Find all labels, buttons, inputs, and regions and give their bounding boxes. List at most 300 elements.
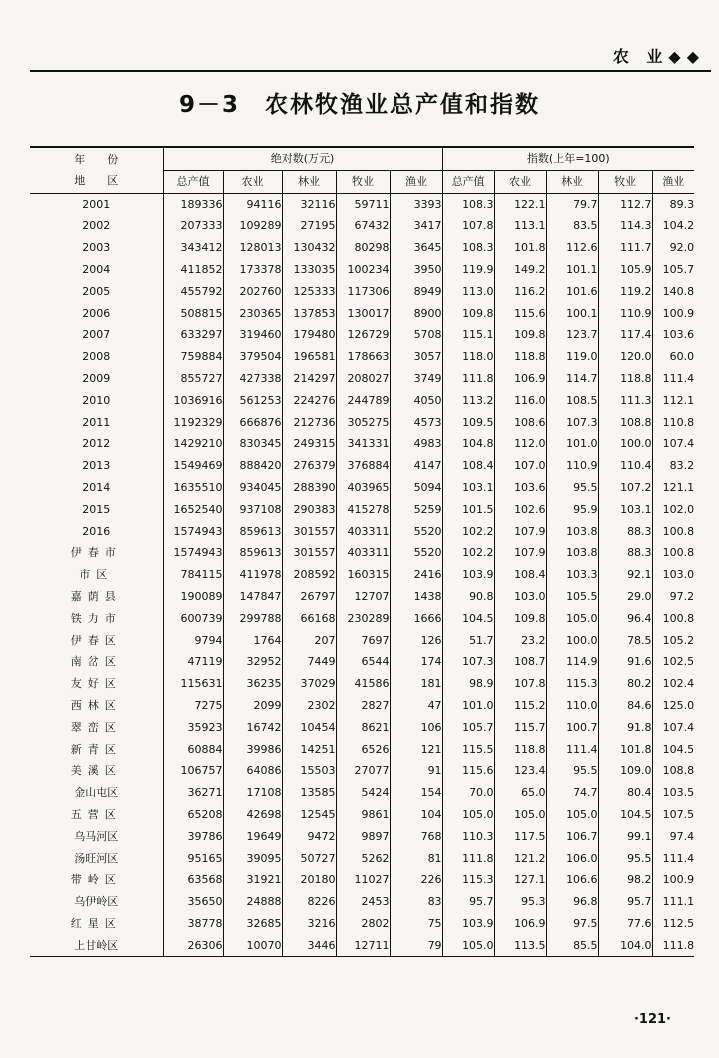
cell-idx-2: 103.8 — [546, 542, 598, 564]
cell-idx-4: 97.2 — [652, 586, 694, 608]
cell-idx-1: 123.4 — [494, 760, 546, 782]
cell-idx-2: 119.0 — [546, 346, 598, 368]
cell-abs-4: 5094 — [390, 477, 442, 499]
table-row — [30, 760, 694, 782]
cell-abs-3: 9861 — [336, 804, 390, 826]
cell-idx-3: 111.3 — [598, 390, 652, 412]
stub-head-year: 年 份 — [74, 152, 119, 166]
cell-idx-3: 103.1 — [598, 499, 652, 521]
cell-idx-0: 109.8 — [442, 303, 494, 325]
cell-abs-0: 36271 — [163, 782, 223, 804]
col-header-abs-0: 总产值 — [163, 170, 223, 193]
cell-idx-4: 100.9 — [652, 303, 694, 325]
cell-abs-1: 299788 — [223, 608, 282, 630]
cell-abs-1: 39095 — [223, 848, 282, 870]
cell-idx-1: 102.6 — [494, 499, 546, 521]
table-row — [30, 368, 694, 390]
cell-abs-4: 47 — [390, 695, 442, 717]
row-label: 乌伊岭区 — [74, 895, 119, 909]
cell-idx-3: 99.1 — [598, 826, 652, 848]
section-header: 农 业◆◆ — [612, 47, 705, 66]
cell-abs-2: 3446 — [282, 935, 336, 957]
cell-idx-4: 112.5 — [652, 913, 694, 935]
row-label: 铁力市 — [70, 611, 122, 625]
col-header-abs-1: 农业 — [223, 170, 282, 193]
cell-idx-4: 60.0 — [652, 346, 694, 368]
stub-head-region: 地 区 — [74, 174, 119, 188]
cell-abs-3: 376884 — [336, 455, 390, 477]
cell-idx-4: 107.5 — [652, 804, 694, 826]
cell-idx-2: 85.5 — [546, 935, 598, 957]
row-label: 2005 — [82, 284, 111, 298]
cell-idx-1: 103.0 — [494, 586, 546, 608]
cell-idx-0: 115.1 — [442, 324, 494, 346]
cell-abs-4: 4050 — [390, 390, 442, 412]
cell-idx-0: 111.8 — [442, 848, 494, 870]
cell-abs-2: 2302 — [282, 695, 336, 717]
cell-abs-2: 15503 — [282, 760, 336, 782]
table-row — [30, 477, 694, 499]
cell-idx-1: 149.2 — [494, 259, 546, 281]
cell-abs-4: 75 — [390, 913, 442, 935]
row-label: 伊春市 — [70, 546, 122, 560]
cell-abs-2: 133035 — [282, 259, 336, 281]
cell-idx-2: 105.5 — [546, 586, 598, 608]
cell-abs-3: 12711 — [336, 935, 390, 957]
cell-idx-4: 97.4 — [652, 826, 694, 848]
cell-abs-0: 207333 — [163, 215, 223, 237]
cell-abs-0: 411852 — [163, 259, 223, 281]
cell-abs-4: 1666 — [390, 608, 442, 630]
cell-abs-1: 32952 — [223, 651, 282, 673]
cell-idx-2: 83.5 — [546, 215, 598, 237]
cell-abs-2: 9472 — [282, 826, 336, 848]
row-label: 南岔区 — [70, 655, 122, 669]
cell-idx-0: 102.2 — [442, 521, 494, 543]
cell-idx-1: 101.8 — [494, 237, 546, 259]
cell-idx-2: 100.0 — [546, 630, 598, 652]
cell-idx-3: 78.5 — [598, 630, 652, 652]
cell-idx-1: 118.8 — [494, 346, 546, 368]
cell-abs-4: 121 — [390, 739, 442, 761]
row-label: 2004 — [82, 262, 111, 276]
cell-idx-3: 84.6 — [598, 695, 652, 717]
row-label: 2008 — [82, 350, 111, 364]
cell-idx-2: 79.7 — [546, 193, 598, 215]
cell-abs-0: 1652540 — [163, 499, 223, 521]
cell-idx-2: 95.9 — [546, 499, 598, 521]
cell-idx-3: 107.2 — [598, 477, 652, 499]
cell-abs-1: 859613 — [223, 521, 282, 543]
cell-idx-2: 106.7 — [546, 826, 598, 848]
cell-abs-2: 12545 — [282, 804, 336, 826]
cell-abs-3: 5262 — [336, 848, 390, 870]
cell-abs-4: 3950 — [390, 259, 442, 281]
cell-idx-3: 119.2 — [598, 281, 652, 303]
cell-abs-3: 126729 — [336, 324, 390, 346]
cell-idx-1: 116.2 — [494, 281, 546, 303]
cell-idx-1: 65.0 — [494, 782, 546, 804]
table-row — [30, 542, 694, 564]
cell-idx-3: 110.4 — [598, 455, 652, 477]
cell-abs-3: 80298 — [336, 237, 390, 259]
row-label: 2013 — [82, 459, 111, 473]
cell-idx-0: 103.9 — [442, 564, 494, 586]
cell-abs-4: 2416 — [390, 564, 442, 586]
cell-idx-1: 115.6 — [494, 303, 546, 325]
cell-idx-2: 97.5 — [546, 913, 598, 935]
cell-idx-4: 89.3 — [652, 193, 694, 215]
cell-abs-4: 3645 — [390, 237, 442, 259]
cell-idx-0: 108.4 — [442, 455, 494, 477]
page-title: 9－3 农林牧渔业总产值和指数 — [178, 92, 540, 118]
cell-idx-0: 113.0 — [442, 281, 494, 303]
row-label: 五营区 — [70, 807, 122, 821]
row-label: 2015 — [82, 502, 111, 516]
group-header-index: 指数(上年=100) — [442, 147, 694, 170]
cell-idx-3: 80.2 — [598, 673, 652, 695]
cell-idx-3: 98.2 — [598, 869, 652, 891]
table-row — [30, 281, 694, 303]
cell-idx-4: 107.4 — [652, 433, 694, 455]
cell-idx-2: 110.0 — [546, 695, 598, 717]
cell-abs-1: 94116 — [223, 193, 282, 215]
cell-idx-4: 100.8 — [652, 521, 694, 543]
cell-idx-2: 95.5 — [546, 760, 598, 782]
row-label: 2012 — [82, 437, 111, 451]
cell-idx-4: 103.0 — [652, 564, 694, 586]
cell-abs-3: 2802 — [336, 913, 390, 935]
cell-idx-1: 116.0 — [494, 390, 546, 412]
cell-abs-3: 178663 — [336, 346, 390, 368]
cell-abs-0: 35650 — [163, 891, 223, 913]
table-row — [30, 433, 694, 455]
col-header-abs-4: 渔业 — [390, 170, 442, 193]
cell-abs-1: 230365 — [223, 303, 282, 325]
cell-abs-2: 301557 — [282, 521, 336, 543]
cell-abs-4: 104 — [390, 804, 442, 826]
cell-abs-2: 14251 — [282, 739, 336, 761]
cell-idx-1: 95.3 — [494, 891, 546, 913]
col-header-idx-1: 农业 — [494, 170, 546, 193]
cell-idx-1: 108.6 — [494, 412, 546, 434]
cell-abs-4: 126 — [390, 630, 442, 652]
cell-idx-2: 106.6 — [546, 869, 598, 891]
cell-abs-1: 411978 — [223, 564, 282, 586]
cell-idx-3: 96.4 — [598, 608, 652, 630]
cell-abs-1: 319460 — [223, 324, 282, 346]
cell-idx-1: 117.5 — [494, 826, 546, 848]
cell-idx-3: 88.3 — [598, 521, 652, 543]
cell-idx-3: 118.8 — [598, 368, 652, 390]
cell-abs-0: 115631 — [163, 673, 223, 695]
cell-abs-2: 20180 — [282, 869, 336, 891]
cell-abs-1: 888420 — [223, 455, 282, 477]
cell-abs-0: 26306 — [163, 935, 223, 957]
row-label: 新青区 — [70, 742, 122, 756]
cell-abs-2: 7449 — [282, 651, 336, 673]
cell-idx-0: 105.0 — [442, 804, 494, 826]
cell-idx-0: 104.8 — [442, 433, 494, 455]
cell-idx-3: 110.9 — [598, 303, 652, 325]
row-label: 金山屯区 — [74, 786, 119, 800]
cell-abs-3: 27077 — [336, 760, 390, 782]
cell-idx-1: 121.2 — [494, 848, 546, 870]
cell-abs-3: 244789 — [336, 390, 390, 412]
cell-idx-4: 112.1 — [652, 390, 694, 412]
cell-idx-1: 23.2 — [494, 630, 546, 652]
col-header-idx-4: 渔业 — [652, 170, 694, 193]
row-label: 嘉荫县 — [70, 589, 122, 603]
cell-abs-3: 403311 — [336, 521, 390, 543]
cell-abs-1: 39986 — [223, 739, 282, 761]
header-rule — [30, 70, 711, 72]
cell-idx-0: 107.8 — [442, 215, 494, 237]
cell-idx-0: 101.0 — [442, 695, 494, 717]
cell-abs-2: 10454 — [282, 717, 336, 739]
cell-idx-2: 107.3 — [546, 412, 598, 434]
cell-abs-4: 3749 — [390, 368, 442, 390]
cell-idx-1: 105.0 — [494, 804, 546, 826]
statistics-table — [30, 146, 694, 957]
table-row — [30, 259, 694, 281]
col-header-idx-2: 林业 — [546, 170, 598, 193]
row-label: 市区 — [79, 568, 114, 582]
cell-abs-2: 212736 — [282, 412, 336, 434]
cell-idx-3: 104.0 — [598, 935, 652, 957]
cell-idx-4: 111.1 — [652, 891, 694, 913]
cell-abs-0: 1036916 — [163, 390, 223, 412]
cell-abs-3: 341331 — [336, 433, 390, 455]
cell-abs-3: 41586 — [336, 673, 390, 695]
cell-abs-4: 4983 — [390, 433, 442, 455]
cell-abs-1: 17108 — [223, 782, 282, 804]
cell-idx-1: 109.8 — [494, 324, 546, 346]
row-label: 汤旺河区 — [74, 851, 119, 865]
cell-abs-4: 5520 — [390, 521, 442, 543]
cell-idx-3: 88.3 — [598, 542, 652, 564]
cell-abs-3: 2827 — [336, 695, 390, 717]
cell-idx-4: 110.8 — [652, 412, 694, 434]
table-row — [30, 826, 694, 848]
row-label: 2003 — [82, 241, 111, 255]
cell-idx-0: 118.0 — [442, 346, 494, 368]
cell-abs-3: 415278 — [336, 499, 390, 521]
cell-abs-0: 855727 — [163, 368, 223, 390]
cell-abs-2: 137853 — [282, 303, 336, 325]
cell-abs-4: 226 — [390, 869, 442, 891]
cell-idx-0: 108.3 — [442, 237, 494, 259]
table-row — [30, 564, 694, 586]
cell-idx-4: 103.5 — [652, 782, 694, 804]
row-label: 2016 — [82, 524, 111, 538]
cell-idx-0: 105.7 — [442, 717, 494, 739]
col-header-abs-3: 牧业 — [336, 170, 390, 193]
cell-idx-3: 100.0 — [598, 433, 652, 455]
cell-idx-0: 103.1 — [442, 477, 494, 499]
cell-idx-4: 125.0 — [652, 695, 694, 717]
table-row — [30, 804, 694, 826]
cell-abs-3: 67432 — [336, 215, 390, 237]
cell-abs-0: 39786 — [163, 826, 223, 848]
cell-idx-3: 101.8 — [598, 739, 652, 761]
cell-idx-0: 110.3 — [442, 826, 494, 848]
cell-abs-1: 934045 — [223, 477, 282, 499]
cell-abs-0: 1429210 — [163, 433, 223, 455]
cell-abs-2: 3216 — [282, 913, 336, 935]
table-row — [30, 608, 694, 630]
row-label: 2007 — [82, 328, 111, 342]
cell-idx-1: 112.0 — [494, 433, 546, 455]
table-row — [30, 869, 694, 891]
cell-abs-3: 9897 — [336, 826, 390, 848]
row-label: 翠峦区 — [70, 720, 122, 734]
cell-idx-0: 108.3 — [442, 193, 494, 215]
cell-abs-2: 26797 — [282, 586, 336, 608]
table-row — [30, 324, 694, 346]
table-row — [30, 193, 694, 215]
cell-idx-2: 101.1 — [546, 259, 598, 281]
cell-idx-2: 115.3 — [546, 673, 598, 695]
table-row — [30, 651, 694, 673]
table-row — [30, 303, 694, 325]
cell-idx-0: 115.3 — [442, 869, 494, 891]
cell-abs-4: 4147 — [390, 455, 442, 477]
cell-idx-0: 103.9 — [442, 913, 494, 935]
cell-idx-3: 105.9 — [598, 259, 652, 281]
cell-idx-2: 103.3 — [546, 564, 598, 586]
cell-abs-3: 130017 — [336, 303, 390, 325]
table-row — [30, 455, 694, 477]
row-label: 伊春区 — [70, 633, 122, 647]
cell-abs-4: 154 — [390, 782, 442, 804]
table-row — [30, 521, 694, 543]
cell-abs-1: 379504 — [223, 346, 282, 368]
table-row — [30, 913, 694, 935]
row-label: 西林区 — [70, 698, 122, 712]
cell-idx-0: 119.9 — [442, 259, 494, 281]
cell-idx-2: 103.8 — [546, 521, 598, 543]
cell-abs-2: 37029 — [282, 673, 336, 695]
cell-abs-4: 3417 — [390, 215, 442, 237]
row-label: 友好区 — [70, 677, 122, 691]
cell-idx-2: 123.7 — [546, 324, 598, 346]
cell-abs-2: 276379 — [282, 455, 336, 477]
cell-idx-3: 77.6 — [598, 913, 652, 935]
cell-idx-3: 109.0 — [598, 760, 652, 782]
cell-abs-2: 66168 — [282, 608, 336, 630]
cell-abs-0: 1574943 — [163, 542, 223, 564]
cell-idx-2: 110.9 — [546, 455, 598, 477]
cell-idx-4: 100.9 — [652, 869, 694, 891]
cell-abs-1: 109289 — [223, 215, 282, 237]
cell-idx-0: 102.2 — [442, 542, 494, 564]
cell-idx-4: 104.5 — [652, 739, 694, 761]
cell-abs-2: 290383 — [282, 499, 336, 521]
cell-idx-2: 106.0 — [546, 848, 598, 870]
cell-abs-4: 81 — [390, 848, 442, 870]
cell-idx-2: 111.4 — [546, 739, 598, 761]
cell-abs-0: 1574943 — [163, 521, 223, 543]
cell-idx-4: 107.4 — [652, 717, 694, 739]
cell-abs-1: 202760 — [223, 281, 282, 303]
row-label: 2014 — [82, 480, 111, 494]
table-row — [30, 673, 694, 695]
cell-abs-0: 65208 — [163, 804, 223, 826]
cell-idx-4: 102.4 — [652, 673, 694, 695]
cell-idx-0: 115.6 — [442, 760, 494, 782]
group-header-absolute: 绝对数(万元) — [163, 147, 442, 170]
table-row — [30, 390, 694, 412]
cell-abs-2: 8226 — [282, 891, 336, 913]
cell-abs-4: 8949 — [390, 281, 442, 303]
cell-abs-4: 5520 — [390, 542, 442, 564]
cell-abs-4: 3057 — [390, 346, 442, 368]
cell-idx-3: 95.5 — [598, 848, 652, 870]
cell-idx-1: 109.8 — [494, 608, 546, 630]
cell-idx-2: 108.5 — [546, 390, 598, 412]
cell-idx-4: 100.8 — [652, 608, 694, 630]
cell-idx-3: 91.8 — [598, 717, 652, 739]
cell-idx-3: 92.1 — [598, 564, 652, 586]
cell-idx-1: 115.2 — [494, 695, 546, 717]
cell-abs-3: 117306 — [336, 281, 390, 303]
cell-idx-2: 114.9 — [546, 651, 598, 673]
cell-abs-1: 830345 — [223, 433, 282, 455]
cell-abs-2: 301557 — [282, 542, 336, 564]
cell-idx-4: 111.8 — [652, 935, 694, 957]
cell-abs-4: 5259 — [390, 499, 442, 521]
cell-abs-3: 403311 — [336, 542, 390, 564]
cell-idx-4: 105.7 — [652, 259, 694, 281]
cell-idx-2: 105.0 — [546, 608, 598, 630]
cell-abs-1: 128013 — [223, 237, 282, 259]
row-label: 2010 — [82, 393, 111, 407]
cell-idx-1: 122.1 — [494, 193, 546, 215]
cell-abs-0: 189336 — [163, 193, 223, 215]
cell-abs-0: 759884 — [163, 346, 223, 368]
cell-idx-1: 127.1 — [494, 869, 546, 891]
cell-abs-2: 27195 — [282, 215, 336, 237]
cell-idx-1: 108.7 — [494, 651, 546, 673]
cell-abs-3: 160315 — [336, 564, 390, 586]
cell-abs-4: 91 — [390, 760, 442, 782]
row-label: 2009 — [82, 371, 111, 385]
row-label: 乌马河区 — [74, 829, 119, 843]
cell-idx-1: 106.9 — [494, 913, 546, 935]
cell-idx-2: 96.8 — [546, 891, 598, 913]
table-row — [30, 782, 694, 804]
cell-idx-3: 80.4 — [598, 782, 652, 804]
stub-header — [30, 147, 163, 193]
cell-abs-1: 427338 — [223, 368, 282, 390]
cell-abs-2: 125333 — [282, 281, 336, 303]
cell-abs-4: 174 — [390, 651, 442, 673]
cell-abs-3: 6544 — [336, 651, 390, 673]
cell-idx-4: 105.2 — [652, 630, 694, 652]
cell-abs-2: 196581 — [282, 346, 336, 368]
cell-abs-1: 64086 — [223, 760, 282, 782]
cell-abs-2: 207 — [282, 630, 336, 652]
cell-abs-0: 63568 — [163, 869, 223, 891]
cell-abs-4: 83 — [390, 891, 442, 913]
row-label: 2002 — [82, 219, 111, 233]
cell-abs-0: 60884 — [163, 739, 223, 761]
cell-idx-4: 83.2 — [652, 455, 694, 477]
cell-idx-4: 111.4 — [652, 848, 694, 870]
cell-idx-0: 113.2 — [442, 390, 494, 412]
cell-abs-4: 768 — [390, 826, 442, 848]
